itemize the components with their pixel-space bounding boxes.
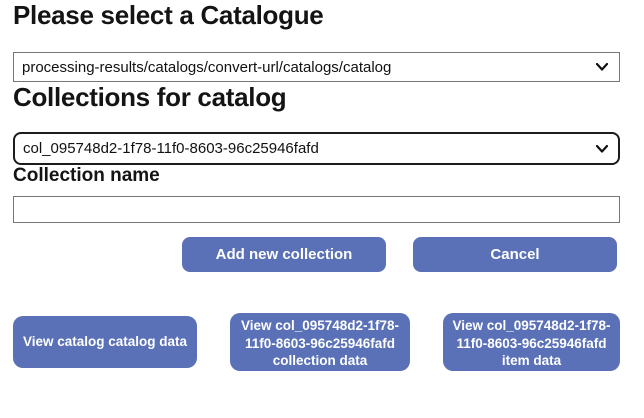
cancel-button[interactable]: Cancel: [413, 237, 617, 272]
catalogue-select-wrap: [13, 52, 620, 82]
view-data-button-row: [13, 313, 620, 371]
view-collection-data-button[interactable]: View col_095748d2-1f78-11f0-8603-96c25946fafd collection data: [230, 313, 410, 371]
collection-name-heading: Collection name: [13, 165, 160, 187]
collections-select[interactable]: [13, 132, 620, 165]
collection-name-input[interactable]: [13, 196, 620, 223]
add-new-collection-button[interactable]: Add new collection: [182, 237, 386, 272]
view-item-data-button[interactable]: View col_095748d2-1f78-11f0-8603-96c25946fafd item data: [443, 313, 620, 371]
view-catalog-data-button[interactable]: View catalog catalog data: [13, 316, 197, 368]
catalogue-select[interactable]: [13, 52, 620, 82]
catalogue-heading: Please select a Catalogue: [13, 0, 324, 30]
action-button-row: [182, 237, 620, 272]
collections-select-wrap: [13, 132, 620, 165]
collections-heading: Collections for catalog: [13, 82, 287, 113]
